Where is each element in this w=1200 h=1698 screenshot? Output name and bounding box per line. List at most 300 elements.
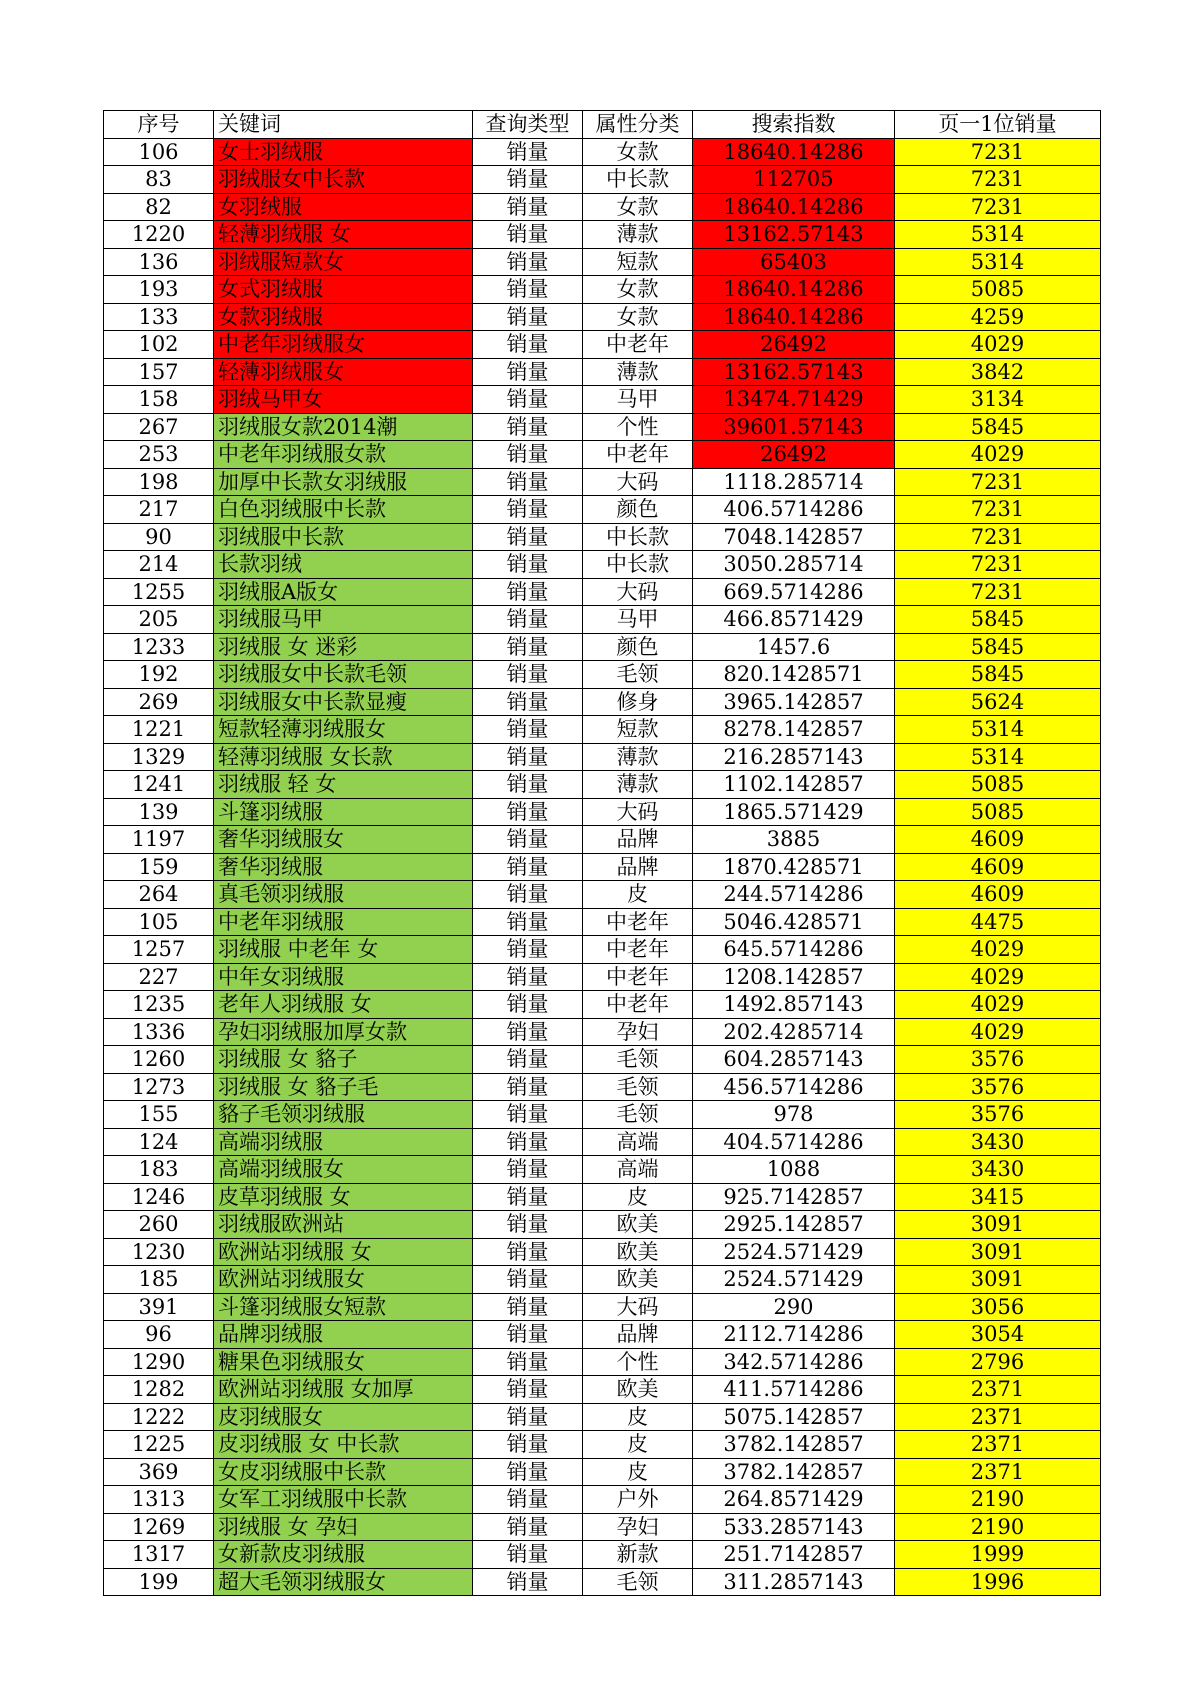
cell-keyword: 欧洲站羽绒服女	[214, 1266, 473, 1294]
cell-top1-sales: 5085	[895, 771, 1101, 799]
cell-keyword: 羽绒服 女 孕妇	[214, 1513, 473, 1541]
table-row	[104, 496, 1101, 524]
cell-keyword: 皮羽绒服女	[214, 1403, 473, 1431]
cell-top1-sales: 5314	[895, 221, 1101, 249]
cell-keyword: 品牌羽绒服	[214, 1321, 473, 1349]
cell-query-type: 销量	[473, 1376, 583, 1404]
cell-id: 157	[104, 358, 214, 386]
cell-keyword: 女皮羽绒服中长款	[214, 1458, 473, 1486]
table-row	[104, 1238, 1101, 1266]
cell-query-type: 销量	[473, 331, 583, 359]
table-row	[104, 633, 1101, 661]
cell-keyword: 奢华羽绒服女	[214, 826, 473, 854]
cell-top1-sales: 2190	[895, 1486, 1101, 1514]
table-row	[104, 276, 1101, 304]
table-row	[104, 166, 1101, 194]
cell-search-index: 1102.142857	[693, 771, 895, 799]
cell-keyword: 中老年羽绒服女款	[214, 441, 473, 469]
cell-search-index: 26492	[693, 441, 895, 469]
cell-attribute: 薄款	[583, 771, 693, 799]
table-row	[104, 386, 1101, 414]
table-row	[104, 1266, 1101, 1294]
cell-query-type: 销量	[473, 1046, 583, 1074]
cell-search-index: 533.2857143	[693, 1513, 895, 1541]
cell-id: 369	[104, 1458, 214, 1486]
cell-query-type: 销量	[473, 908, 583, 936]
cell-query-type: 销量	[473, 1183, 583, 1211]
header-id: 序号	[104, 111, 214, 139]
header-attribute: 属性分类	[583, 111, 693, 139]
cell-keyword: 白色羽绒服中长款	[214, 496, 473, 524]
table-row	[104, 358, 1101, 386]
cell-keyword: 轻薄羽绒服 女	[214, 221, 473, 249]
cell-search-index: 1088	[693, 1156, 895, 1184]
table-row	[104, 1211, 1101, 1239]
cell-keyword: 羽绒服女中长款显瘦	[214, 688, 473, 716]
cell-id: 253	[104, 441, 214, 469]
cell-query-type: 销量	[473, 1101, 583, 1129]
cell-id: 183	[104, 1156, 214, 1184]
cell-id: 1197	[104, 826, 214, 854]
cell-search-index: 1492.857143	[693, 991, 895, 1019]
cell-query-type: 销量	[473, 276, 583, 304]
cell-search-index: 8278.142857	[693, 716, 895, 744]
cell-attribute: 毛领	[583, 1568, 693, 1596]
table-row	[104, 193, 1101, 221]
cell-keyword: 斗篷羽绒服	[214, 798, 473, 826]
cell-top1-sales: 3415	[895, 1183, 1101, 1211]
cell-top1-sales: 5845	[895, 661, 1101, 689]
cell-id: 1282	[104, 1376, 214, 1404]
header-top1-sales: 页一1位销量	[895, 111, 1101, 139]
cell-attribute: 皮	[583, 1403, 693, 1431]
cell-id: 1230	[104, 1238, 214, 1266]
cell-query-type: 销量	[473, 551, 583, 579]
cell-keyword: 皮草羽绒服 女	[214, 1183, 473, 1211]
cell-top1-sales: 3430	[895, 1156, 1101, 1184]
cell-id: 1246	[104, 1183, 214, 1211]
cell-top1-sales: 1996	[895, 1568, 1101, 1596]
cell-attribute: 品牌	[583, 826, 693, 854]
cell-id: 1329	[104, 743, 214, 771]
table-row	[104, 468, 1101, 496]
cell-query-type: 销量	[473, 1238, 583, 1266]
cell-top1-sales: 4259	[895, 303, 1101, 331]
cell-search-index: 820.1428571	[693, 661, 895, 689]
cell-attribute: 品牌	[583, 1321, 693, 1349]
cell-keyword: 女羽绒服	[214, 193, 473, 221]
cell-id: 105	[104, 908, 214, 936]
cell-top1-sales: 5845	[895, 633, 1101, 661]
cell-id: 1233	[104, 633, 214, 661]
cell-id: 192	[104, 661, 214, 689]
cell-search-index: 1865.571429	[693, 798, 895, 826]
cell-top1-sales: 7231	[895, 166, 1101, 194]
cell-top1-sales: 7231	[895, 468, 1101, 496]
cell-attribute: 中老年	[583, 908, 693, 936]
table-row	[104, 853, 1101, 881]
header-keyword: 关键词	[214, 111, 473, 139]
cell-search-index: 13162.57143	[693, 221, 895, 249]
cell-search-index: 466.8571429	[693, 606, 895, 634]
cell-keyword: 中老年羽绒服	[214, 908, 473, 936]
table-row	[104, 1486, 1101, 1514]
cell-attribute: 毛领	[583, 1073, 693, 1101]
cell-query-type: 销量	[473, 1321, 583, 1349]
cell-search-index: 5046.428571	[693, 908, 895, 936]
cell-search-index: 2524.571429	[693, 1238, 895, 1266]
table-row	[104, 908, 1101, 936]
cell-attribute: 个性	[583, 413, 693, 441]
cell-query-type: 销量	[473, 496, 583, 524]
cell-id: 155	[104, 1101, 214, 1129]
cell-attribute: 女款	[583, 303, 693, 331]
table-row	[104, 826, 1101, 854]
cell-top1-sales: 7231	[895, 578, 1101, 606]
cell-top1-sales: 2371	[895, 1403, 1101, 1431]
cell-search-index: 18640.14286	[693, 303, 895, 331]
table-row	[104, 716, 1101, 744]
cell-keyword: 羽绒服 中老年 女	[214, 936, 473, 964]
cell-keyword: 糖果色羽绒服女	[214, 1348, 473, 1376]
cell-search-index: 925.7142857	[693, 1183, 895, 1211]
cell-keyword: 女式羽绒服	[214, 276, 473, 304]
cell-top1-sales: 4029	[895, 441, 1101, 469]
cell-attribute: 中老年	[583, 991, 693, 1019]
cell-query-type: 销量	[473, 881, 583, 909]
cell-attribute: 欧美	[583, 1376, 693, 1404]
cell-top1-sales: 4029	[895, 331, 1101, 359]
cell-query-type: 销量	[473, 468, 583, 496]
cell-attribute: 欧美	[583, 1211, 693, 1239]
table-row	[104, 331, 1101, 359]
table-row	[104, 221, 1101, 249]
cell-id: 391	[104, 1293, 214, 1321]
cell-query-type: 销量	[473, 138, 583, 166]
cell-top1-sales: 3134	[895, 386, 1101, 414]
table-row	[104, 1183, 1101, 1211]
cell-id: 1269	[104, 1513, 214, 1541]
cell-top1-sales: 2190	[895, 1513, 1101, 1541]
cell-query-type: 销量	[473, 771, 583, 799]
cell-top1-sales: 3054	[895, 1321, 1101, 1349]
cell-id: 185	[104, 1266, 214, 1294]
cell-attribute: 皮	[583, 1183, 693, 1211]
cell-query-type: 销量	[473, 963, 583, 991]
cell-search-index: 290	[693, 1293, 895, 1321]
cell-search-index: 202.4285714	[693, 1018, 895, 1046]
cell-attribute: 皮	[583, 1458, 693, 1486]
cell-attribute: 毛领	[583, 661, 693, 689]
cell-top1-sales: 4475	[895, 908, 1101, 936]
cell-id: 205	[104, 606, 214, 634]
cell-top1-sales: 3576	[895, 1101, 1101, 1129]
cell-keyword: 轻薄羽绒服女	[214, 358, 473, 386]
cell-search-index: 669.5714286	[693, 578, 895, 606]
cell-id: 1260	[104, 1046, 214, 1074]
cell-search-index: 65403	[693, 248, 895, 276]
cell-search-index: 1208.142857	[693, 963, 895, 991]
cell-search-index: 2112.714286	[693, 1321, 895, 1349]
cell-attribute: 大码	[583, 1293, 693, 1321]
cell-top1-sales: 7231	[895, 496, 1101, 524]
cell-keyword: 羽绒服中长款	[214, 523, 473, 551]
cell-query-type: 销量	[473, 1458, 583, 1486]
cell-keyword: 欧洲站羽绒服 女加厚	[214, 1376, 473, 1404]
cell-keyword: 羽绒服女中长款	[214, 166, 473, 194]
cell-attribute: 大码	[583, 578, 693, 606]
cell-id: 193	[104, 276, 214, 304]
cell-attribute: 中老年	[583, 963, 693, 991]
table-row	[104, 413, 1101, 441]
table-row	[104, 551, 1101, 579]
cell-attribute: 颜色	[583, 633, 693, 661]
cell-keyword: 超大毛领羽绒服女	[214, 1568, 473, 1596]
cell-keyword: 高端羽绒服	[214, 1128, 473, 1156]
cell-search-index: 7048.142857	[693, 523, 895, 551]
cell-attribute: 欧美	[583, 1266, 693, 1294]
cell-search-index: 3885	[693, 826, 895, 854]
cell-search-index: 18640.14286	[693, 138, 895, 166]
cell-query-type: 销量	[473, 1403, 583, 1431]
cell-id: 1221	[104, 716, 214, 744]
table-row	[104, 688, 1101, 716]
cell-id: 83	[104, 166, 214, 194]
cell-keyword: 羽绒服 女 貉子毛	[214, 1073, 473, 1101]
cell-keyword: 羽绒服A版女	[214, 578, 473, 606]
cell-search-index: 18640.14286	[693, 276, 895, 304]
cell-search-index: 13162.57143	[693, 358, 895, 386]
cell-query-type: 销量	[473, 248, 583, 276]
cell-keyword: 高端羽绒服女	[214, 1156, 473, 1184]
cell-top1-sales: 4609	[895, 826, 1101, 854]
cell-top1-sales: 3576	[895, 1046, 1101, 1074]
cell-search-index: 39601.57143	[693, 413, 895, 441]
cell-keyword: 中老年羽绒服女	[214, 331, 473, 359]
cell-top1-sales: 2371	[895, 1376, 1101, 1404]
cell-attribute: 短款	[583, 716, 693, 744]
header-search-index: 搜索指数	[693, 111, 895, 139]
cell-attribute: 高端	[583, 1128, 693, 1156]
cell-query-type: 销量	[473, 1128, 583, 1156]
cell-query-type: 销量	[473, 221, 583, 249]
cell-id: 1222	[104, 1403, 214, 1431]
cell-query-type: 销量	[473, 578, 583, 606]
cell-id: 1241	[104, 771, 214, 799]
cell-query-type: 销量	[473, 1266, 583, 1294]
cell-attribute: 毛领	[583, 1046, 693, 1074]
table-row	[104, 798, 1101, 826]
cell-search-index: 3965.142857	[693, 688, 895, 716]
cell-keyword: 女新款皮羽绒服	[214, 1541, 473, 1569]
cell-query-type: 销量	[473, 1018, 583, 1046]
cell-id: 124	[104, 1128, 214, 1156]
cell-keyword: 羽绒服 女 迷彩	[214, 633, 473, 661]
cell-query-type: 销量	[473, 1486, 583, 1514]
table-row	[104, 743, 1101, 771]
cell-keyword: 短款轻薄羽绒服女	[214, 716, 473, 744]
cell-attribute: 女款	[583, 276, 693, 304]
cell-attribute: 女款	[583, 138, 693, 166]
cell-search-index: 404.5714286	[693, 1128, 895, 1156]
cell-query-type: 销量	[473, 661, 583, 689]
cell-query-type: 销量	[473, 166, 583, 194]
cell-query-type: 销量	[473, 1541, 583, 1569]
table-row	[104, 1018, 1101, 1046]
cell-attribute: 孕妇	[583, 1513, 693, 1541]
cell-query-type: 销量	[473, 1211, 583, 1239]
cell-attribute: 马甲	[583, 606, 693, 634]
cell-top1-sales: 3091	[895, 1266, 1101, 1294]
cell-top1-sales: 5314	[895, 716, 1101, 744]
cell-attribute: 中老年	[583, 331, 693, 359]
table-row	[104, 991, 1101, 1019]
cell-search-index: 2925.142857	[693, 1211, 895, 1239]
header-query-type: 查询类型	[473, 111, 583, 139]
cell-search-index: 18640.14286	[693, 193, 895, 221]
table-row	[104, 1046, 1101, 1074]
cell-top1-sales: 7231	[895, 138, 1101, 166]
cell-attribute: 颜色	[583, 496, 693, 524]
cell-id: 217	[104, 496, 214, 524]
cell-query-type: 销量	[473, 1073, 583, 1101]
cell-id: 1257	[104, 936, 214, 964]
cell-query-type: 销量	[473, 303, 583, 331]
cell-attribute: 皮	[583, 1431, 693, 1459]
table-row	[104, 1513, 1101, 1541]
cell-query-type: 销量	[473, 633, 583, 661]
table-row	[104, 881, 1101, 909]
table-row	[104, 138, 1101, 166]
cell-id: 1317	[104, 1541, 214, 1569]
cell-top1-sales: 5314	[895, 743, 1101, 771]
cell-keyword: 羽绒马甲女	[214, 386, 473, 414]
table-row	[104, 936, 1101, 964]
table-row	[104, 1568, 1101, 1596]
cell-top1-sales: 5624	[895, 688, 1101, 716]
cell-top1-sales: 2371	[895, 1431, 1101, 1459]
table-row	[104, 1403, 1101, 1431]
table-row	[104, 1541, 1101, 1569]
table-row	[104, 1101, 1101, 1129]
cell-top1-sales: 7231	[895, 193, 1101, 221]
cell-keyword: 轻薄羽绒服 女长款	[214, 743, 473, 771]
cell-search-index: 604.2857143	[693, 1046, 895, 1074]
cell-id: 1225	[104, 1431, 214, 1459]
cell-keyword: 羽绒服短款女	[214, 248, 473, 276]
cell-query-type: 销量	[473, 1568, 583, 1596]
cell-keyword: 女军工羽绒服中长款	[214, 1486, 473, 1514]
table-row	[104, 523, 1101, 551]
cell-top1-sales: 1999	[895, 1541, 1101, 1569]
cell-keyword: 貉子毛领羽绒服	[214, 1101, 473, 1129]
table-row	[104, 1431, 1101, 1459]
cell-top1-sales: 3091	[895, 1211, 1101, 1239]
table-row	[104, 303, 1101, 331]
cell-id: 106	[104, 138, 214, 166]
cell-attribute: 户外	[583, 1486, 693, 1514]
cell-top1-sales: 5845	[895, 413, 1101, 441]
cell-attribute: 中长款	[583, 551, 693, 579]
cell-keyword: 羽绒服 女 貉子	[214, 1046, 473, 1074]
cell-query-type: 销量	[473, 193, 583, 221]
cell-top1-sales: 5845	[895, 606, 1101, 634]
cell-query-type: 销量	[473, 716, 583, 744]
cell-query-type: 销量	[473, 413, 583, 441]
cell-search-index: 3782.142857	[693, 1431, 895, 1459]
cell-query-type: 销量	[473, 358, 583, 386]
cell-search-index: 13474.71429	[693, 386, 895, 414]
table-row	[104, 1321, 1101, 1349]
cell-search-index: 3782.142857	[693, 1458, 895, 1486]
cell-query-type: 销量	[473, 798, 583, 826]
cell-attribute: 皮	[583, 881, 693, 909]
cell-id: 198	[104, 468, 214, 496]
table-row	[104, 771, 1101, 799]
cell-id: 269	[104, 688, 214, 716]
cell-keyword: 斗篷羽绒服女短款	[214, 1293, 473, 1321]
cell-search-index: 2524.571429	[693, 1266, 895, 1294]
cell-attribute: 薄款	[583, 743, 693, 771]
table-row	[104, 1128, 1101, 1156]
cell-search-index: 1118.285714	[693, 468, 895, 496]
cell-keyword: 女款羽绒服	[214, 303, 473, 331]
cell-attribute: 新款	[583, 1541, 693, 1569]
cell-attribute: 中长款	[583, 523, 693, 551]
cell-keyword: 真毛领羽绒服	[214, 881, 473, 909]
cell-top1-sales: 2796	[895, 1348, 1101, 1376]
cell-query-type: 销量	[473, 991, 583, 1019]
table-row	[104, 1458, 1101, 1486]
cell-top1-sales: 5314	[895, 248, 1101, 276]
cell-keyword: 中年女羽绒服	[214, 963, 473, 991]
cell-id: 159	[104, 853, 214, 881]
table-row	[104, 1073, 1101, 1101]
cell-keyword: 羽绒服女款2014潮	[214, 413, 473, 441]
cell-id: 1290	[104, 1348, 214, 1376]
cell-keyword: 老年人羽绒服 女	[214, 991, 473, 1019]
cell-search-index: 978	[693, 1101, 895, 1129]
cell-keyword: 羽绒服女中长款毛领	[214, 661, 473, 689]
cell-search-index: 264.8571429	[693, 1486, 895, 1514]
cell-keyword: 孕妇羽绒服加厚女款	[214, 1018, 473, 1046]
cell-search-index: 456.5714286	[693, 1073, 895, 1101]
cell-keyword: 女士羽绒服	[214, 138, 473, 166]
cell-top1-sales: 3576	[895, 1073, 1101, 1101]
cell-attribute: 欧美	[583, 1238, 693, 1266]
table-row	[104, 1156, 1101, 1184]
cell-top1-sales: 4609	[895, 881, 1101, 909]
cell-search-index: 1870.428571	[693, 853, 895, 881]
cell-id: 1255	[104, 578, 214, 606]
cell-attribute: 孕妇	[583, 1018, 693, 1046]
cell-top1-sales: 4029	[895, 1018, 1101, 1046]
cell-attribute: 大码	[583, 798, 693, 826]
cell-search-index: 3050.285714	[693, 551, 895, 579]
cell-id: 199	[104, 1568, 214, 1596]
cell-search-index: 244.5714286	[693, 881, 895, 909]
cell-id: 1336	[104, 1018, 214, 1046]
cell-search-index: 5075.142857	[693, 1403, 895, 1431]
cell-attribute: 高端	[583, 1156, 693, 1184]
table-row	[104, 661, 1101, 689]
cell-query-type: 销量	[473, 386, 583, 414]
cell-search-index: 311.2857143	[693, 1568, 895, 1596]
cell-query-type: 销量	[473, 1293, 583, 1321]
cell-search-index: 216.2857143	[693, 743, 895, 771]
cell-id: 267	[104, 413, 214, 441]
cell-attribute: 短款	[583, 248, 693, 276]
